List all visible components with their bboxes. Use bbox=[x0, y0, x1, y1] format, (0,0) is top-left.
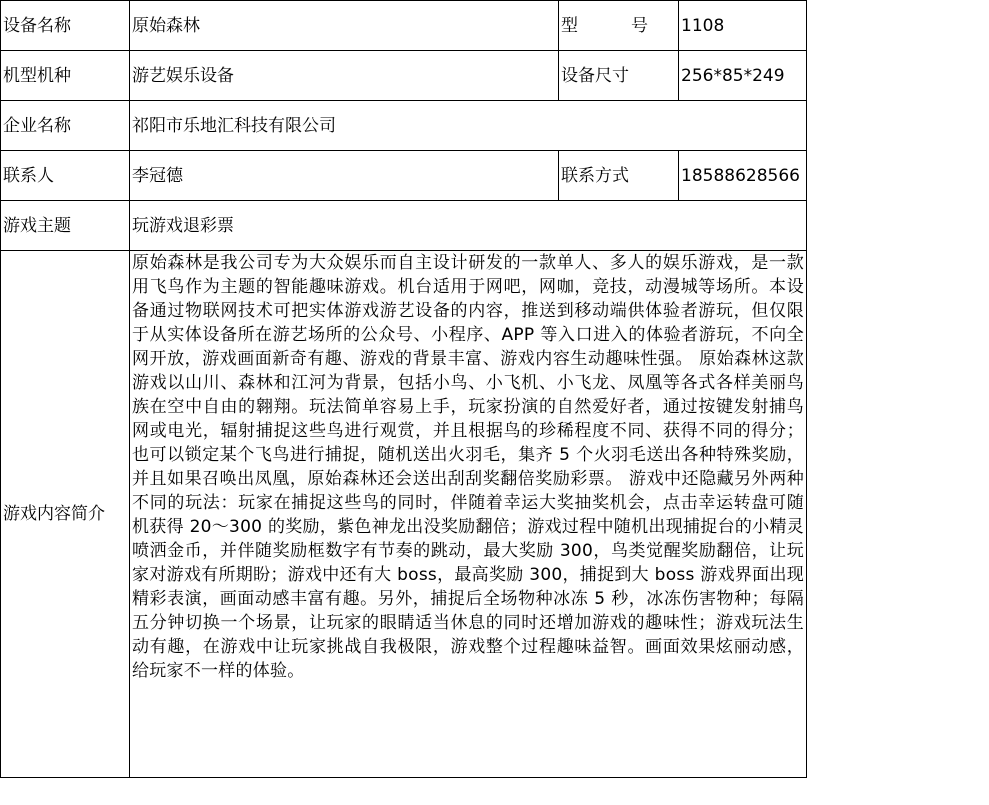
table-row-company bbox=[1, 101, 807, 151]
theme-label: 游戏主题 bbox=[1, 201, 130, 251]
machine-type-value: 游艺娱乐设备 bbox=[130, 51, 559, 101]
model-label bbox=[559, 1, 679, 51]
size-value: 256*85*249 bbox=[679, 51, 807, 101]
table-row-theme bbox=[1, 201, 807, 251]
model-label-part-b: 号 bbox=[631, 15, 648, 36]
theme-value: 玩游戏退彩票 bbox=[130, 201, 807, 251]
intro-label: 游戏内容简介 bbox=[1, 251, 130, 778]
company-value: 祁阳市乐地汇科技有限公司 bbox=[130, 101, 807, 151]
table-row-contact bbox=[1, 151, 807, 201]
model-label-part-a: 型 bbox=[561, 15, 578, 36]
device-name-value: 原始森林 bbox=[130, 1, 559, 51]
phone-value: 18588628566 bbox=[679, 151, 807, 201]
contact-label: 联系人 bbox=[1, 151, 130, 201]
company-label: 企业名称 bbox=[1, 101, 130, 151]
table-row-intro bbox=[1, 251, 807, 778]
contact-value: 李冠德 bbox=[130, 151, 559, 201]
device-name-label: 设备名称 bbox=[1, 1, 130, 51]
table-row-device-name bbox=[1, 1, 807, 51]
phone-label: 联系方式 bbox=[559, 151, 679, 201]
machine-type-label: 机型机种 bbox=[1, 51, 130, 101]
model-value: 1108 bbox=[679, 1, 807, 51]
intro-value: 原始森林是我公司专为大众娱乐而自主设计研发的一款单人、多人的娱乐游戏，是一款用飞鸟作为主题的智能趣味游戏。机台适用于网吧，网咖，竞技，动漫城等场所。本设备通过物联网技术可把实体游戏游艺设备的内容，推送到移动端供体验者游玩，但仅限于从实体设备所在游艺场所的公众号、小程序、APP 等入口进入的体验者游玩，不向全网开放，游戏画面新奇有趣、游戏的背景丰富、游戏内容生动趣味性强。 原始森林这款游戏以山川、森林和江河为背景，包括小鸟、小飞机、小飞龙、凤凰等各式各样美丽鸟族在空中自由的翱翔。玩法简单容易上手，玩家扮演的自然爱好者，通过按键发射捕鸟网或电光，辐射捕捉这些鸟进行观赏，并且根据鸟的珍稀程度不同、获得不同的得分；也可以锁定某个飞鸟进行捕捉，随机送出火羽毛，集齐 5 个火羽毛送出各种特殊奖励，并且如果召唤出凤凰，原始森林还会送出刮刮奖翻倍奖励彩票。 游戏中还隐藏另外两种不同的玩法：玩家在捕捉这些鸟的同时，伴随着幸运大奖抽奖机会，点击幸运转盘可随机获得 20～300 的奖励，紫色神龙出没奖励翻倍；游戏过程中随机出现捕捉台的小精灵喷洒金币，并伴随奖励框数字有节奏的跳动，最大奖励 300，鸟类觉醒奖励翻倍，让玩家对游戏有所期盼；游戏中还有大 boss，最高奖励 300，捕捉到大 boss 游戏界面出现精彩表演，画面动感丰富有趣。另外，捕捉后全场物种冰冻 5 秒，冰冻伤害物种；每隔五分钟切换一个场景，让玩家的眼睛适当休息的同时还增加游戏的趣味性；游戏玩法生动有趣，在游戏中让玩家挑战自我极限，游戏整个过程趣味益智。画面效果炫丽动感，给玩家不一样的体验。 bbox=[130, 251, 807, 778]
table-row-machine-type bbox=[1, 51, 807, 101]
size-label: 设备尺寸 bbox=[559, 51, 679, 101]
